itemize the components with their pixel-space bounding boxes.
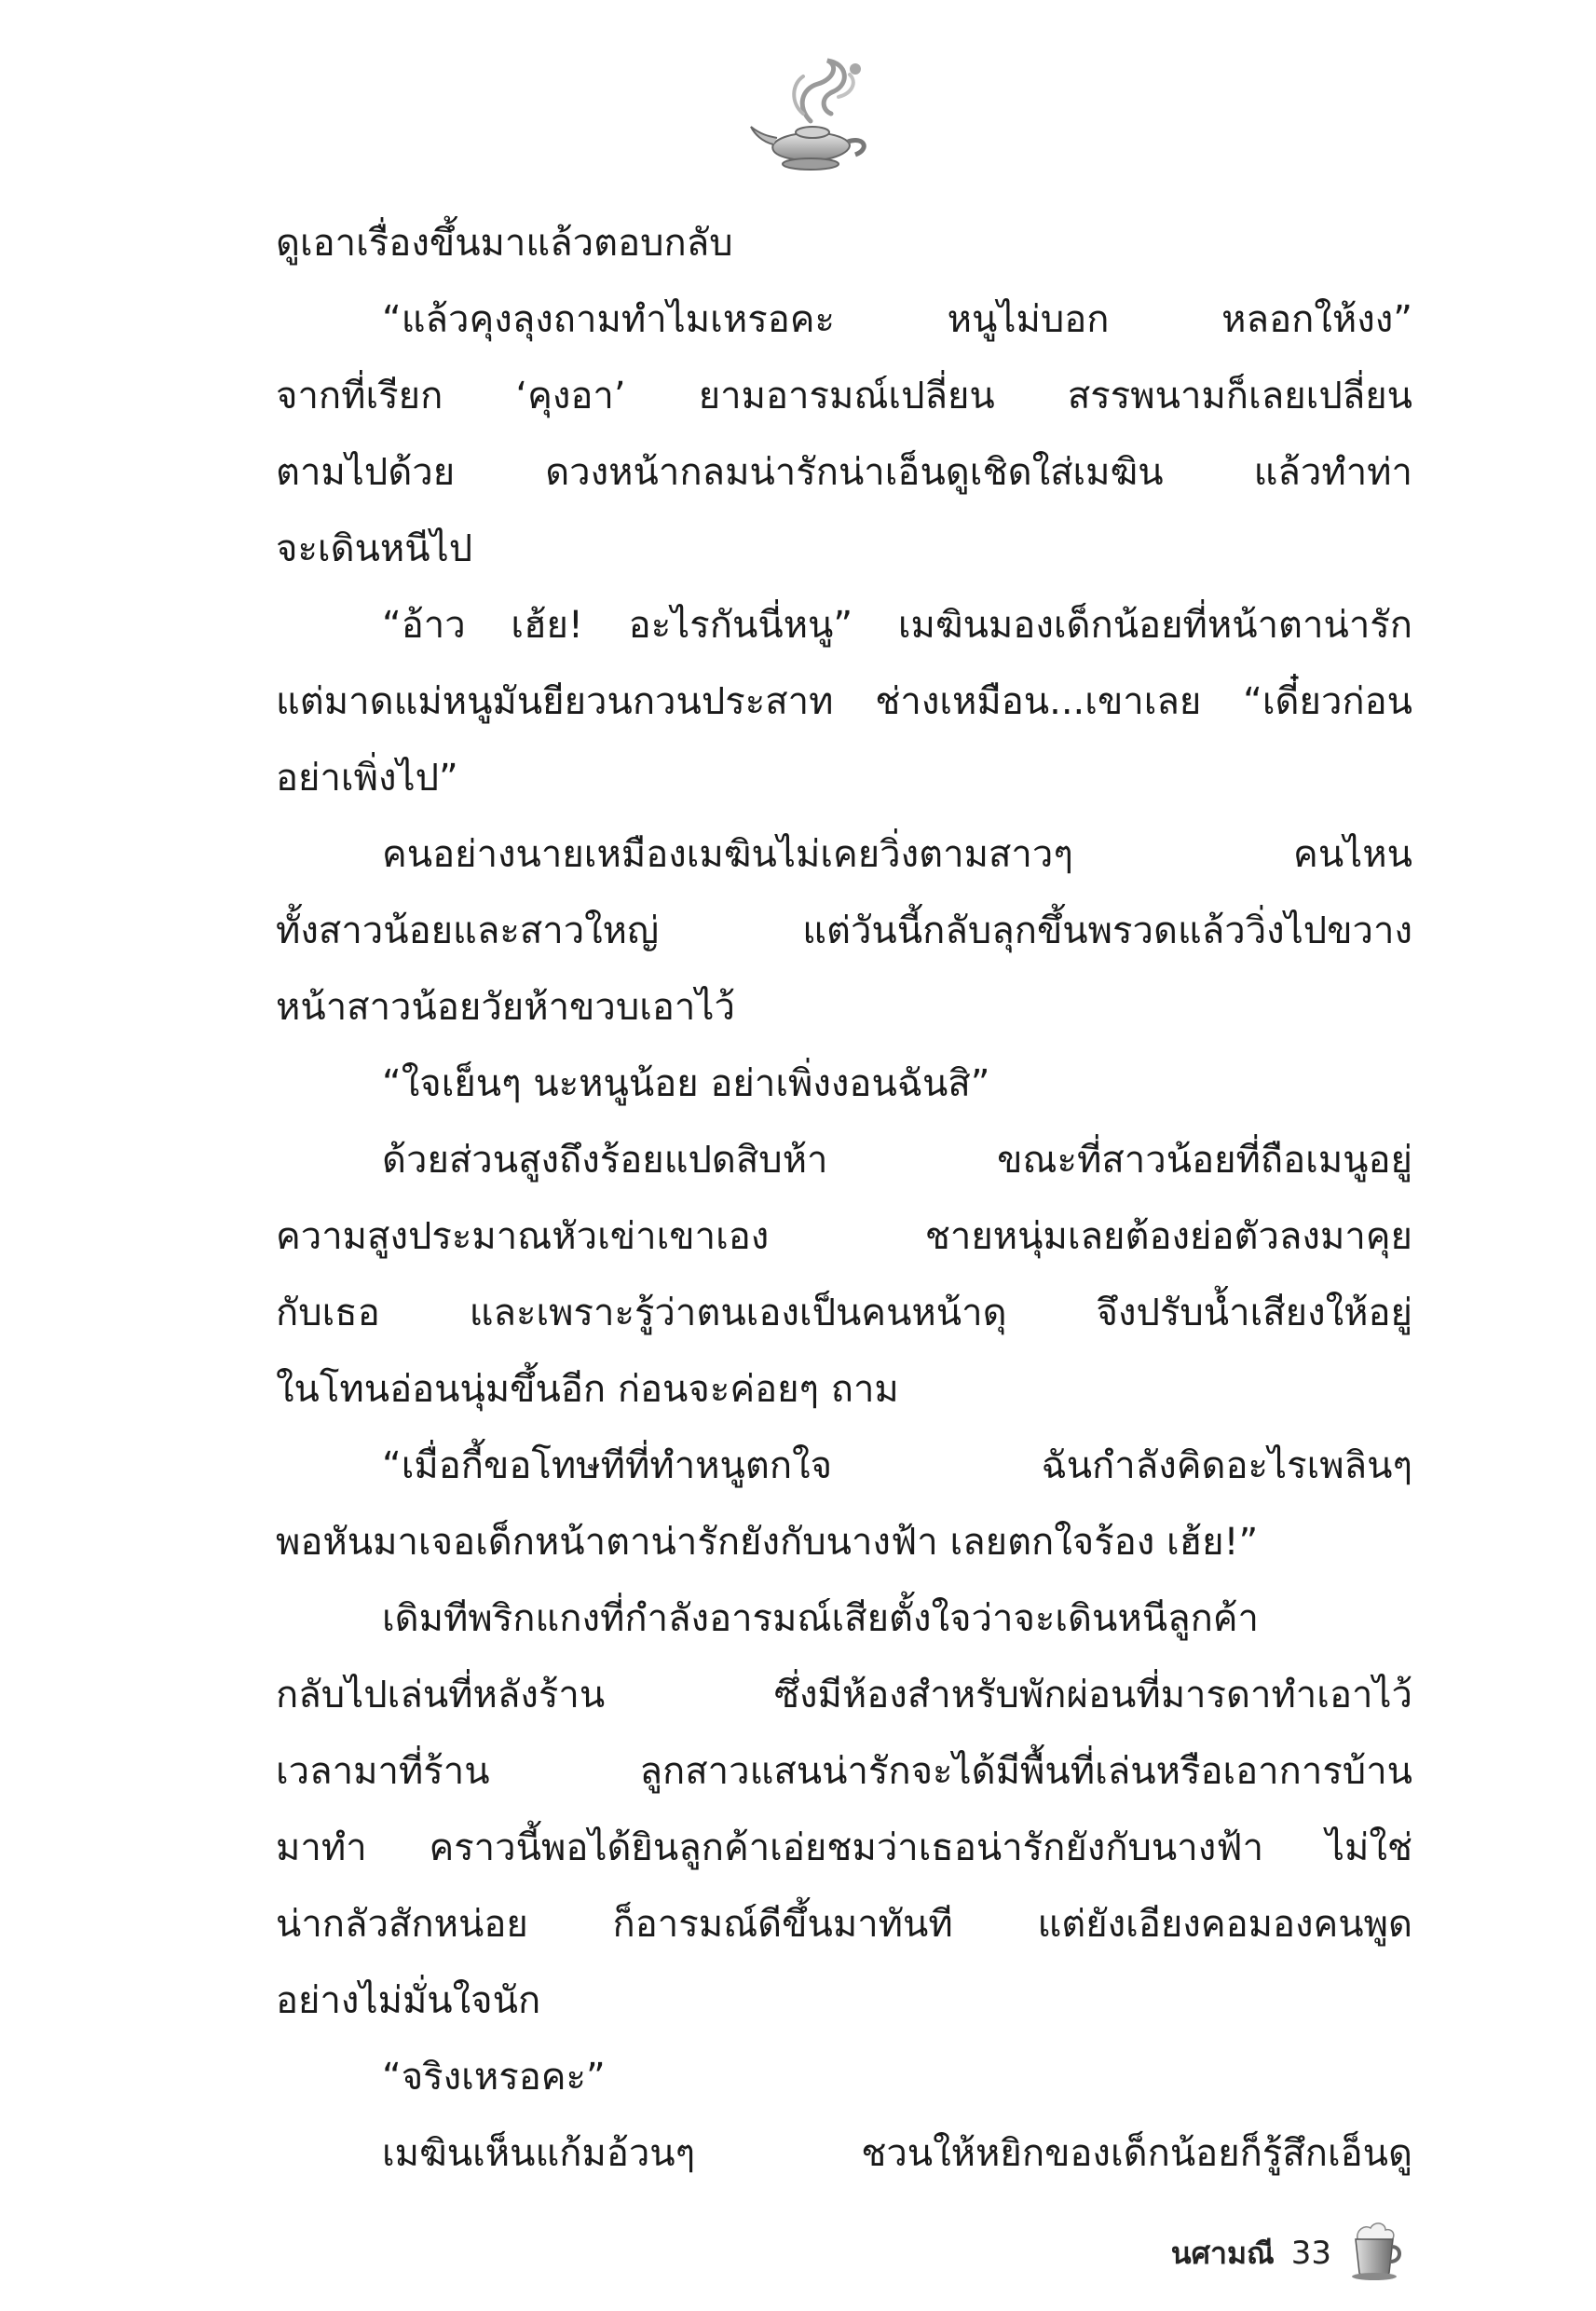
text-line: พอหันมาเจอเด็กหน้าตาน่ารักยังกับนางฟ้า เลยตกใจร้อง เฮ้ย!”	[276, 1521, 1259, 1564]
coffee-cup-icon	[1348, 2217, 1402, 2290]
text-line: มาทำ คราวนี้พอได้ยินลูกค้าเอ่ยชมว่าเธอน่ารักยังกับนางฟ้า ไม่ใช่	[276, 1826, 1412, 1869]
text-line: “เมื่อกี้ขอโทษทีที่ทำหนูตกใจ ฉันกำลังคิดอะไรเพลินๆ	[382, 1444, 1412, 1487]
text-line: หน้าสาวน้อยวัยห้าขวบเอาไว้	[276, 986, 735, 1029]
text-line: ดูเอาเรื่องขึ้นมาแล้วตอบกลับ	[276, 222, 733, 265]
text-line: “จริงเหรอคะ”	[382, 2056, 606, 2099]
text-line: ความสูงประมาณหัวเข่าเขาเอง ชายหนุ่มเลยต้องย่อตัวลงมาคุย	[276, 1215, 1412, 1258]
text-line: จากที่เรียก ‘คุงอา’ ยามอารมณ์เปลี่ยน สรรพนามก็เลยเปลี่ยน	[276, 375, 1412, 417]
text-line: ตามไปด้วย ดวงหน้ากลมน่ารักน่าเอ็นดูเชิดใส่เมฆิน แล้วทำท่า	[276, 451, 1412, 494]
text-line: อย่างไม่มั่นใจนัก	[276, 1979, 541, 2022]
text-line: เมฆินเห็นแก้มอ้วนๆ ชวนให้หยิกของเด็กน้อยก็รู้สึกเอ็นดู	[382, 2132, 1412, 2175]
text-line: ทั้งสาวน้อยและสาวใหญ่ แต่วันนี้กลับลุกขึ้นพรวดแล้ววิ่งไปขวาง	[276, 909, 1412, 952]
text-line: “อ้าว เฮ้ย! อะไรกันนี่หนู” เมฆินมองเด็กน้อยที่หน้าตาน่ารัก	[382, 604, 1412, 647]
text-line: “แล้วคุงลุงถามทำไมเหรอคะ หนูไม่บอก หลอกให้งง”	[382, 298, 1412, 341]
text-line: ด้วยส่วนสูงถึงร้อยแปดสิบห้า ขณะที่สาวน้อยที่ถือเมนูอยู่	[382, 1139, 1412, 1182]
body-text	[276, 205, 1412, 2192]
text-line: อย่าเพิ่งไป”	[276, 757, 458, 800]
text-line: เวลามาที่ร้าน ลูกสาวแสนน่ารักจะได้มีพื้นที่เล่นหรือเอาการบ้าน	[276, 1750, 1412, 1793]
text-line: คนอย่างนายเหมืองเมฆินไม่เคยวิ่งตามสาวๆ คนไหน	[382, 833, 1412, 876]
page-footer	[1171, 2216, 1402, 2290]
text-line: จะเดินหนีไป	[276, 527, 473, 570]
text-line: กลับไปเล่นที่หลังร้าน ซึ่งมีห้องสำหรับพักผ่อนที่มารดาทำเอาไว้	[276, 1674, 1412, 1716]
text-line: ในโทนอ่อนนุ่มขึ้นอีก ก่อนจะค่อยๆ ถาม	[276, 1368, 899, 1411]
text-line: แต่มาดแม่หนูมันยียวนกวนประสาท ช่างเหมือน...เขาเลย “เดี๋ยวก่อน	[276, 680, 1412, 723]
text-line: น่ากลัวสักหน่อย ก็อารมณ์ดีขึ้นมาทันที แต่ยังเอียงคอมองคนพูด	[276, 1903, 1412, 1946]
text-line: “ใจเย็นๆ นะหนูน้อย อย่าเพิ่งงอนฉันสิ”	[382, 1062, 990, 1105]
text-line: กับเธอ และเพราะรู้ว่าตนเองเป็นคนหน้าดุ จึงปรับน้ำเสียงให้อยู่	[276, 1292, 1412, 1334]
text-line: เดิมทีพริกแกงที่กำลังอารมณ์เสียตั้งใจว่าจะเดินหนีลูกค้า	[382, 1597, 1260, 1640]
page-number: 33	[1290, 2235, 1331, 2272]
book-title: นศามณี	[1170, 2235, 1275, 2271]
genie-lamp-icon	[745, 56, 885, 177]
